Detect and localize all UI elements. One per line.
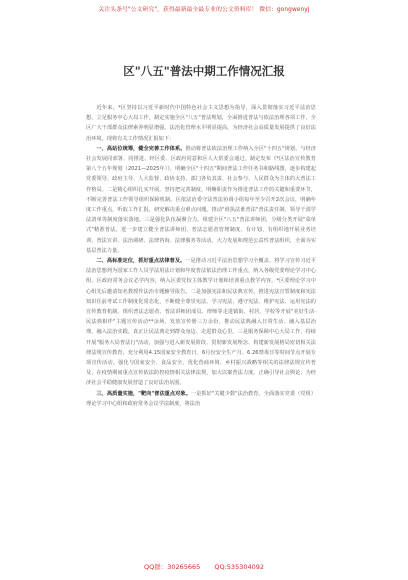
paragraph-text: 一是推动习近平法治思想学习全覆盖。将学习宣传习近平法治思想列为国家工作人员学法用法计划和年度普法依法治理工作重点，纳入各级党委理论学习中心组、区政府常务会议必学内容，纳入区委党校主体教学计划和培训重点教学内容。*区委理论学习中心组先后邀请知名教授作法治专题辅导报告。二是加强宪法和民法典宣传。推进宪法宣誓制度和宪法知识任前考试工作制度化常态化，不断健全尊崇宪法、学习宪法、遵守宪法、维护宪法、运用宪法的宣传教育机制。组织普法志愿者、普法讲师团成员、律师等走进镇街、村居、学校等开展"美好生活·民法典相伴"主题宣传活动**余场，发放宣传册三万余份。推动民法典融入日常生活、融入基层治理、融入法治实践，真正让民法典走到群众身边、走进群众心里。三是服务保障中心大局工作，持续开展"服务大局普法行"活动，加强与进入新发展阶段、贯彻新发展理念、构建新发展格局密切相关法律法规宣传教育，充分利用4.15国家安全教育日、6月份安全生产月、6.26禁毒日等时间节点开展专项宣传活动。强化与国家安全、食品安全、优化营商环境、乡村振兴战略等相关的法律法规宣传普及，在疫情期间重点宣传依法防控疫情相关法律法规，加大以案普法力度，正确引导社会舆论，为经济社会平稳健康发展营造了良好法治氛围。 — [86, 258, 316, 387]
section-2-paragraph — [86, 256, 316, 389]
document-title: 区"八五"普法中期工作情况汇报 — [123, 64, 285, 78]
qq-text: QQ:535304092 — [214, 563, 265, 571]
section-heading: 二、高标准定位，抓好重点法律普及。 — [96, 258, 186, 265]
section-1-paragraph — [86, 144, 316, 256]
paragraph-text: 推动将普法依法治理工作纳入全区"十四五"规划、与经济社会发展同部署、同推进、经区委、区政府同意和区人大常委会通过，制定发布《*区法治宣传教育第八个五年规划（2021—2025年）》，明确全区"十四五"期间普法工作任务书和路线图，逐步构建起党委领导、政府主导、人大监督、政协支持、部门各负其责、社会参与、人民群众为主体的大普法工作格局。二是精心组织扎实开展。坚持把完善制度、明晰职责作为推进普法工作的关键和重要环节，不断完善普法工作领导组织保障机制。区依法治委守法普法协调小组每年至少召开2次会议，明确年度工作重点，听取工作汇报，研究解决重点难点问题。推动"谁执法谁普法"普法责任制、领导干部学法清单等制度落实落地。三是强化队伍凝聚合力。组建全区"八五"普法讲师团，分级分类开展"菜单式"精准普法，进一步建立健全普法讲师团、普法志愿者管理制度，有计划、有组织地开展业务培训、普法宣讲、法治调研、法律咨询、法律服务等活动。大力发展和规范公益性普法组织，全面夯实基层普法力量。 — [86, 145, 316, 254]
document-body — [86, 103, 316, 409]
paragraph-text: 近年来，*区坚持以习近平新时代中国特色社会主义思想为指导，深入贯彻落实习近平法治思想，立足服务中心大局工作，制定实施全区"八五"普法规划，全面推进普法与依法治理各项工作，全区广大干部群众法律素养明显增强，法治化管理水平明显提高，为经济社会高质量发展提供了良好法治环境。现将有关工作情况汇报如下： — [86, 105, 316, 142]
section-heading: 一、高站位统筹，健全完善工作体系。 — [96, 145, 186, 152]
section-heading: 三、高质量实施，"靶向"普法重点对象。 — [96, 390, 191, 397]
intro-paragraph — [86, 103, 316, 144]
qq-group-text: QQ群：30265665 — [143, 563, 201, 571]
promo-banner: 关注头条号"公文研究"，获得最新最全最专业的公文资料库！ 微信：gongwenyj — [98, 7, 310, 13]
section-3-paragraph — [86, 389, 316, 409]
contact-footer — [0, 562, 408, 571]
paragraph-text: 一是抓好"关键少数"法治教育。全面落实党委（党组）理论学习中心组和政府常务会议学法制度，将法治 — [86, 390, 317, 407]
